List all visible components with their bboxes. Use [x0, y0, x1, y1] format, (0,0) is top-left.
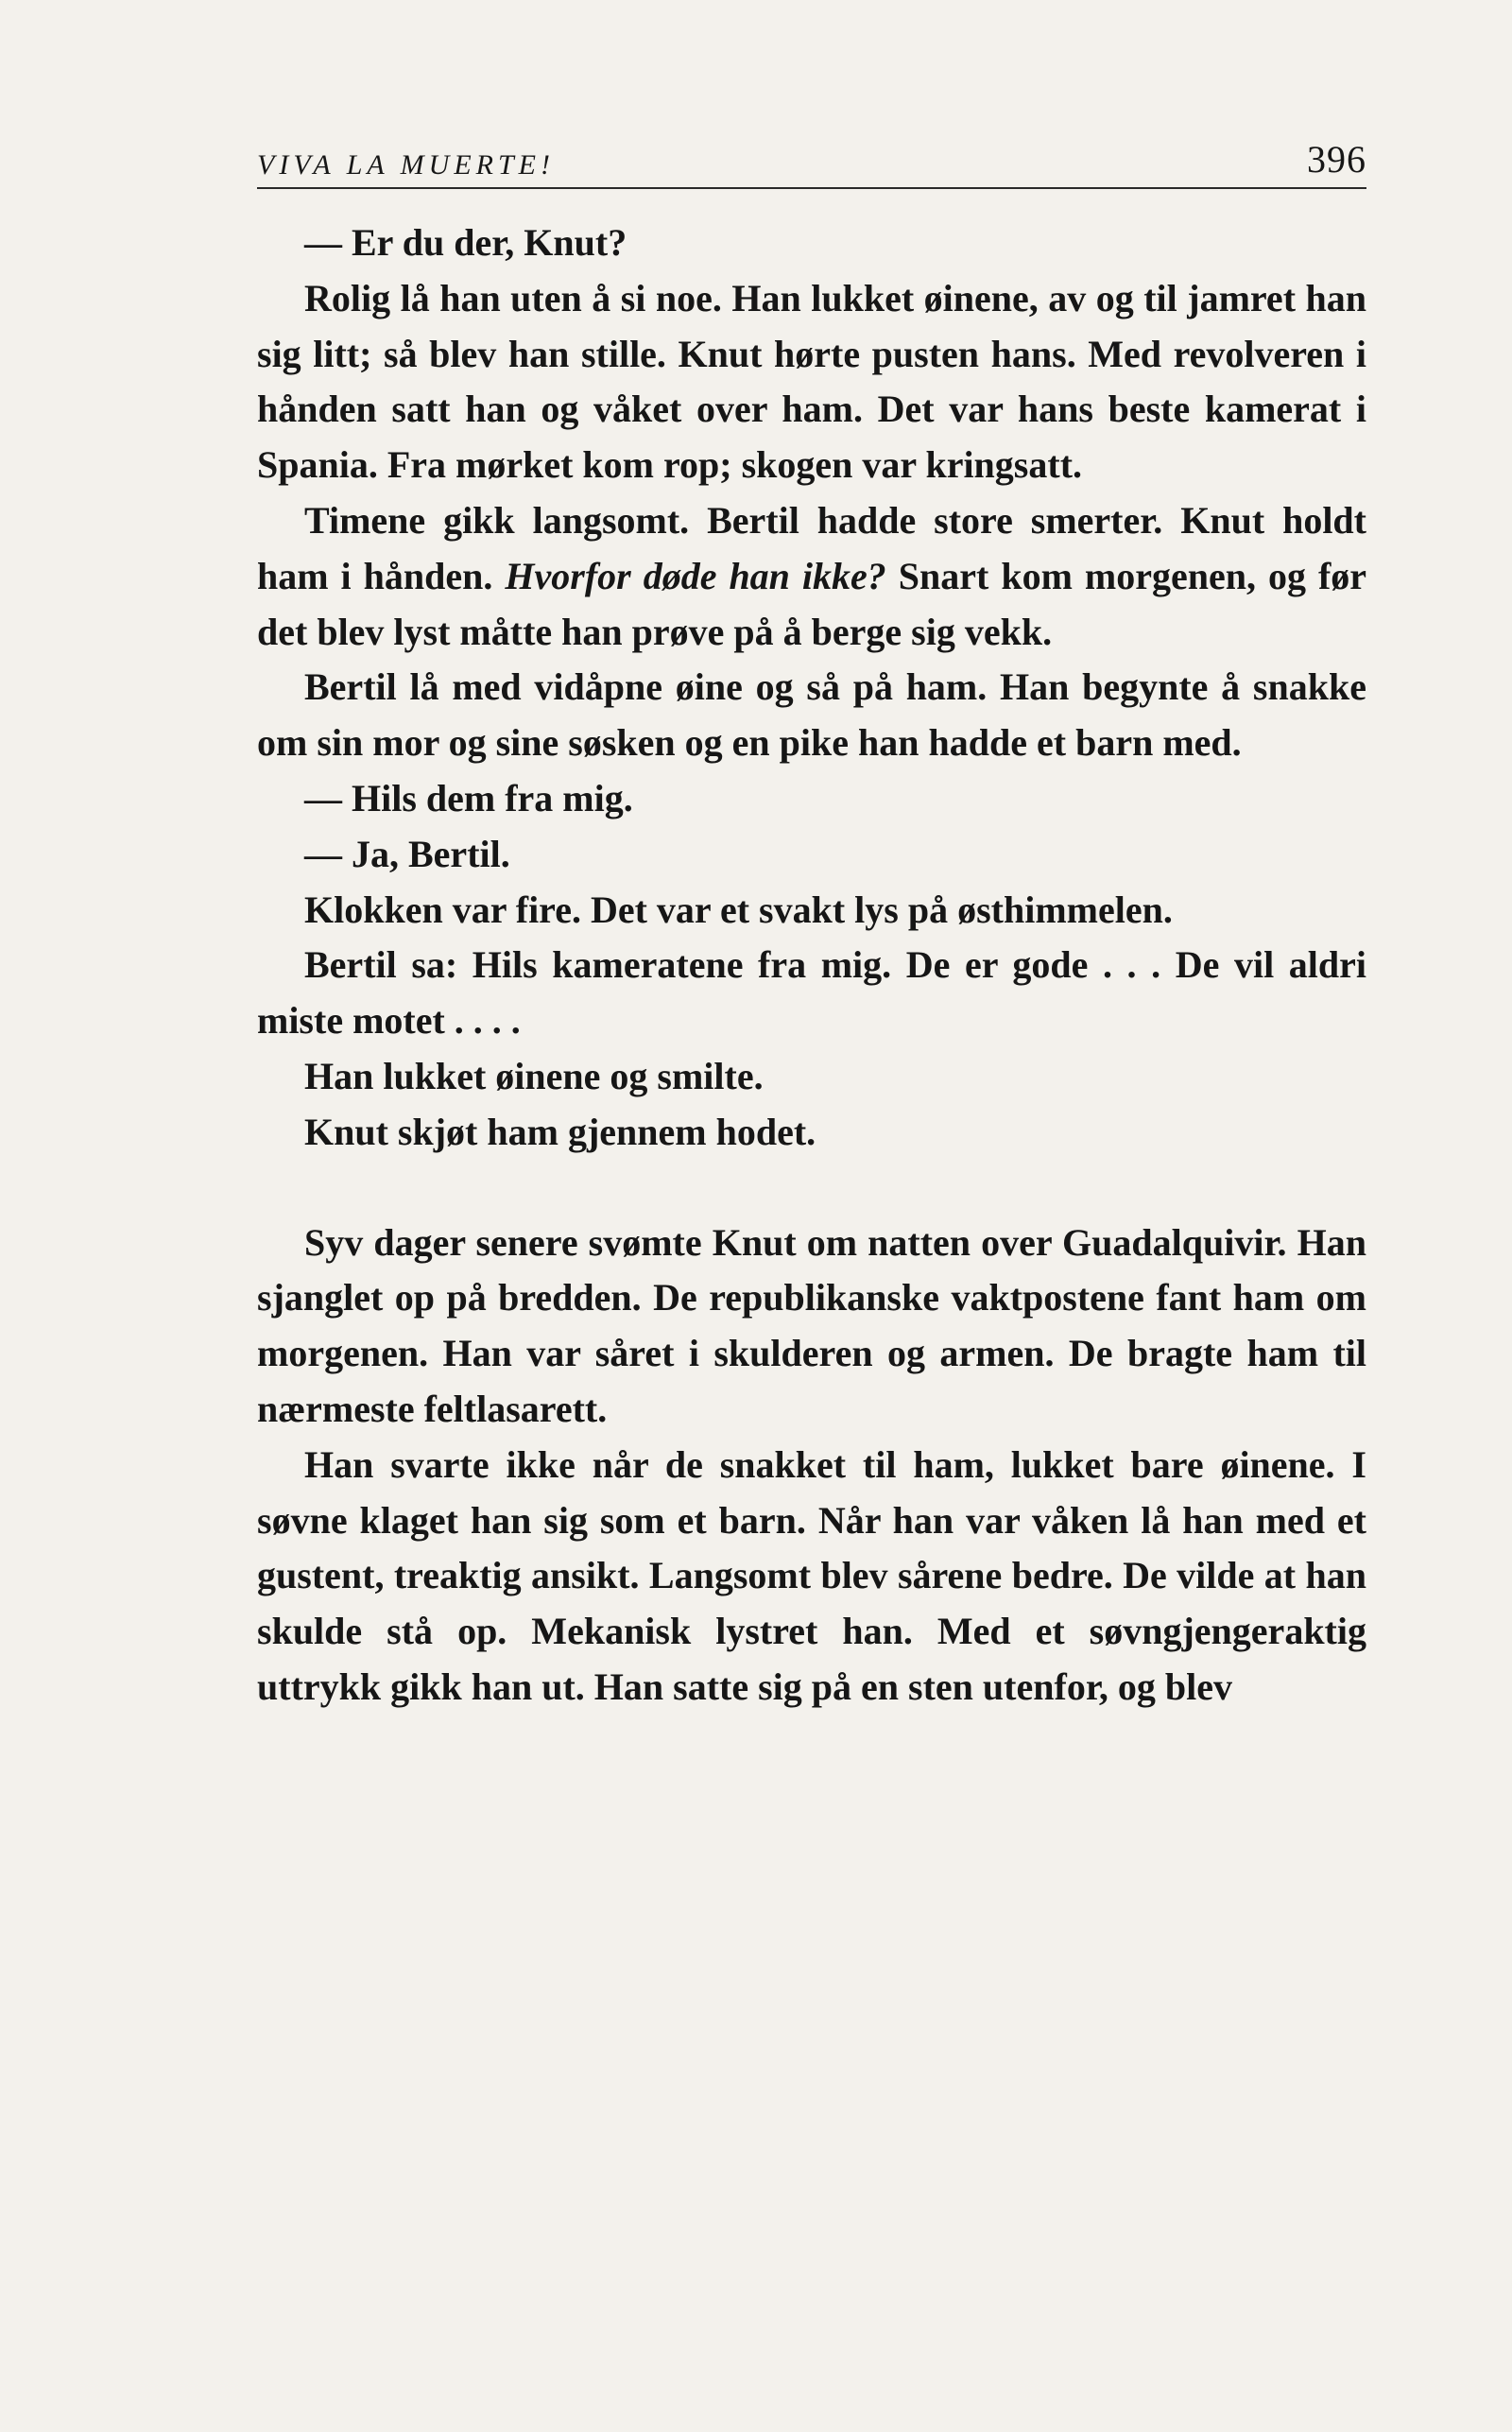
running-title: VIVA LA MUERTE!: [257, 149, 555, 181]
paragraph-timene: [257, 493, 1366, 660]
running-head: [257, 130, 1366, 189]
paragraph-bertil-sa: Bertil sa: Hils kameratene fra mig. De er gode . . . De vil aldri miste motet . . . .: [257, 943, 1366, 1043]
paragraph-han-lukket: Han lukket øinene og smilte.: [304, 1054, 764, 1097]
book-page: [257, 130, 1366, 1716]
paragraph-bertil-vidapne: Bertil lå med vidåpne øine og så på ham. Han begynte å snakke om sin mor og sine søsken og en pike han hadde et barn med.: [257, 665, 1366, 765]
paragraph-dialogue-hils: — Hils dem fra mig.: [304, 776, 633, 819]
section-break: [257, 1161, 1366, 1216]
paragraph-timene-after: Snart kom morgenen, og før det blev lyst måtte han prøve på å berge sig vekk.: [257, 554, 1367, 653]
paragraph-klokken: Klokken var fire. Det var et svakt lys på østhimmelen.: [304, 888, 1173, 931]
paragraph-knut-skjot: Knut skjøt ham gjennem hodet.: [304, 1110, 816, 1153]
paragraph-dialogue-ja: — Ja, Bertil.: [304, 832, 510, 875]
paragraph-timene-italic: Hvorfor døde han ikke?: [505, 554, 886, 597]
paragraph-dialogue-question: — Er du der, Knut?: [304, 221, 627, 264]
page-number: 396: [1307, 138, 1366, 181]
paragraph-rolig: Rolig lå han uten å si noe. Han lukket øinene, av og til jamret han sig litt; så blev han stille. Knut hørte pusten hans. Med revolveren i hånden satt han og våket over ham. Det var hans beste kamerat i Spania. Fra mørket kom rop; skogen var kringsatt.: [257, 276, 1366, 487]
body-text: [257, 216, 1366, 1716]
paragraph-syv-dager: Syv dager senere svømte Knut om natten over Guadalquivir. Han sjanglet op på bredden. De republikanske vaktpostene fant ham om morgenen. Han var såret i skulderen og armen. De bragte ham til nærmeste feltlasarett.: [257, 1220, 1366, 1430]
paragraph-han-svarte: Han svarte ikke når de snakket til ham, lukket bare øinene. I søvne klaget han sig som et barn. Når han var våken lå han med et gustent, treaktig ansikt. Langsomt blev sårene bedre. De vilde at han skulde stå op. Mekanisk lystret han. Med et søvngjengeraktig uttrykk gikk han ut. Han satte sig på en sten utenfor, og blev: [257, 1442, 1366, 1708]
paragraph-timene-before: Timene gikk langsomt. Bertil hadde store smerter. Knut holdt ham i hånden.: [257, 498, 1366, 597]
